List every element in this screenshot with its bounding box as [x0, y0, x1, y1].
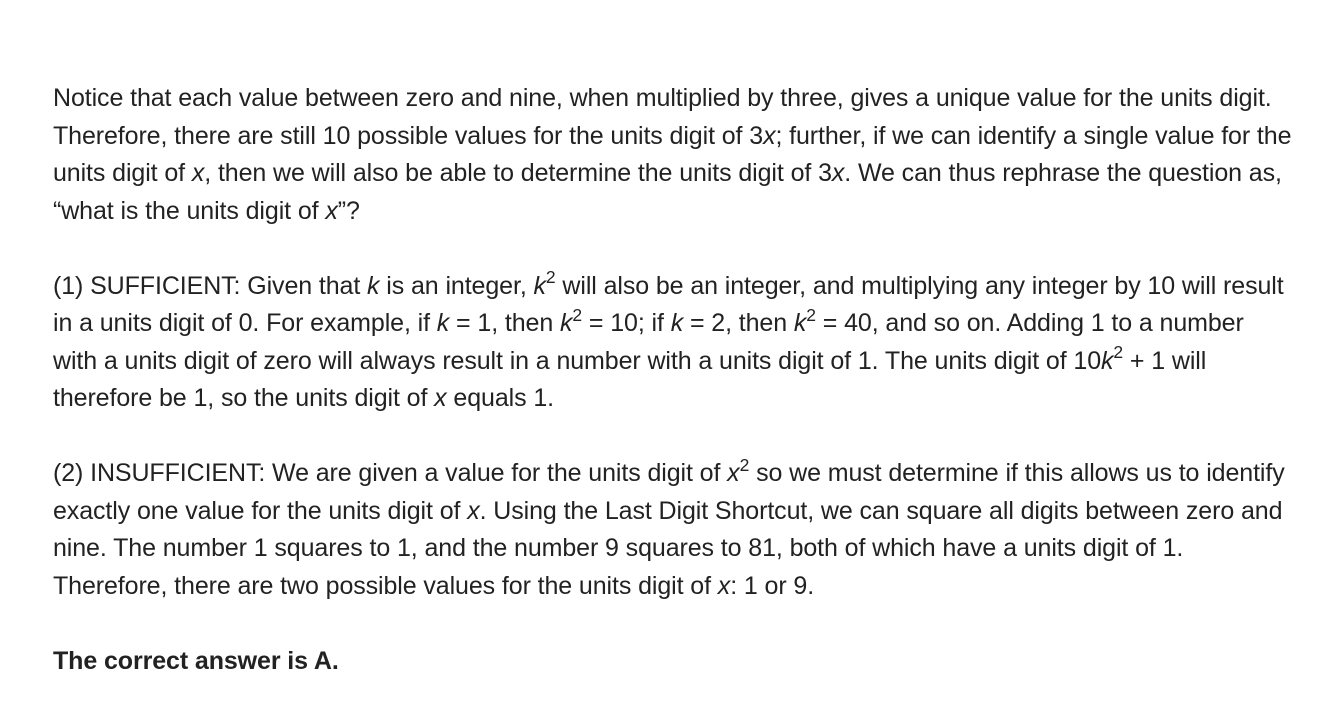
variable: k — [533, 271, 546, 300]
variable: x — [763, 121, 776, 150]
variable: x — [467, 496, 480, 525]
variable: k — [1101, 346, 1114, 375]
variable: k — [793, 309, 807, 337]
variable: x — [434, 384, 447, 412]
variable: k — [367, 271, 380, 300]
exponent: 2 — [739, 454, 750, 475]
variable: k — [670, 309, 684, 337]
variable: x — [325, 196, 338, 225]
variable: k — [436, 309, 450, 337]
variable: x — [191, 159, 205, 187]
exponent: 2 — [545, 267, 556, 288]
variable: x — [717, 571, 731, 600]
exponent: 2 — [572, 304, 583, 325]
variable: k — [560, 309, 573, 337]
statement-2-paragraph: (2) INSUFFICIENT: We are given a value for the units digit of $x^2$ so we must determine if this allows us to identify exactly one value for the units digit of x. Using the Last Digit Shortcut, we can square all digits between zero and nine. The number 1 squares to 1, and the number 9 squares to 81, both of which have a units digit of 1. Therefore, there are two possible values for the units digit of x: 1 or 9. — [53, 454, 1285, 600]
intro-paragraph: Notice that each value between zero and nine, when multiplied by three, gives a unique value for the units digit. Therefore, there are still 10 possible values for the units digit of 3x; further, if we can identify a single value for the units digit of x, then we will also be able to determine the units digit of 3x. We can thus rephrase the question as, “what is the units digit of x”? — [53, 84, 1292, 225]
correct-answer: The correct answer is A. — [53, 646, 339, 675]
explanation-content — [53, 80, 1293, 680]
exponent: 2 — [1113, 342, 1124, 363]
variable: x — [831, 159, 845, 187]
statement-1-paragraph: (1) SUFFICIENT: Given that k is an integer, $k^2$ will also be an integer, and multiplying any integer by 10 will result in a units digit of 0. For example, if k = 1, then $k^2 = 10$; if k = 2, then $k^2 = 40$, and so on. Adding 1 to a number with a units digit of zero will always result in a number with a units digit of 1. The units digit of $10k^2 + 1$ will therefore be 1, so the units digit of x equals 1. — [53, 267, 1284, 412]
exponent: 2 — [806, 304, 816, 325]
variable: x — [727, 459, 740, 487]
